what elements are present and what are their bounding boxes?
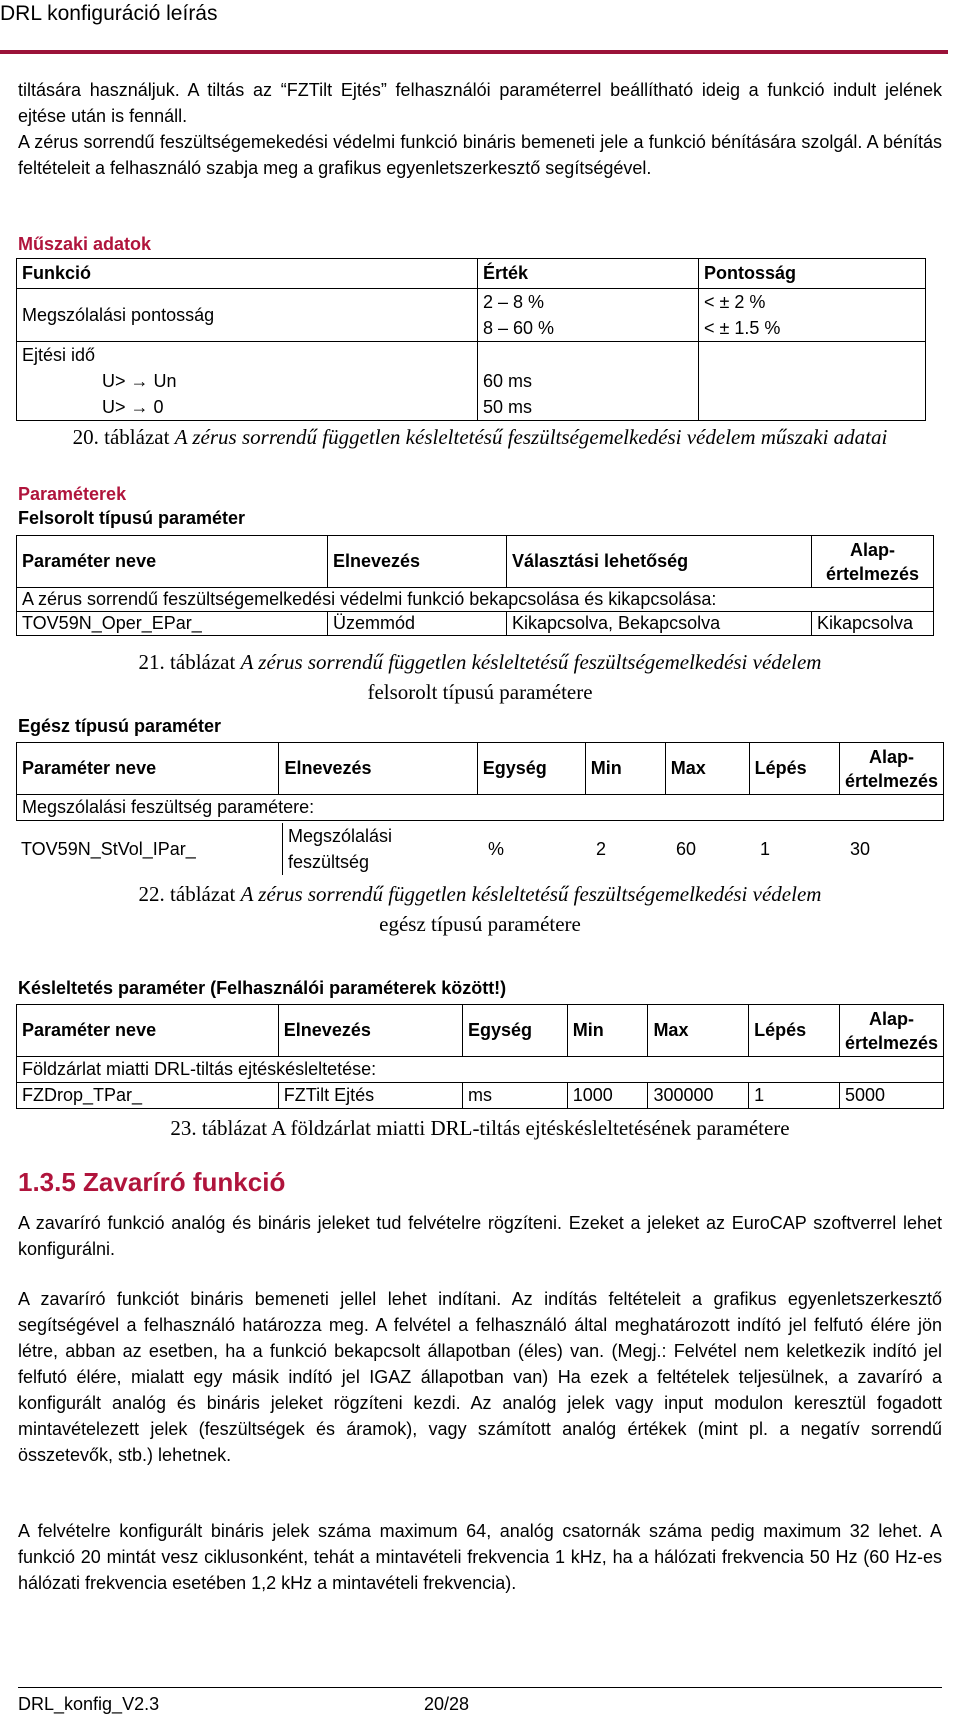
section-paragraph-1: A zavaríró funkció analóg és bináris jeleket tud felvételre rögzíteni. Ezeket a jeleket az EuroCAP szoftverrel lehet konfigurálni. — [18, 1213, 942, 1259]
caption-21-text: A zérus sorrendű független késleltetésű feszültségemelkedési védelem — [240, 650, 822, 674]
enum-cell-default: Kikapcsolva — [812, 612, 934, 636]
header-rule — [0, 50, 948, 54]
delay-col-max: Max — [648, 1005, 749, 1057]
int-col-label: Elnevezés — [279, 743, 477, 795]
delay-cell-default: 5000 — [839, 1083, 943, 1109]
col-func: Funkció — [17, 259, 478, 289]
caption-23: 23. táblázat A földzárlat miatti DRL-tiltás ejtéskésleltetésének paramétere — [170, 1116, 790, 1140]
delay-col-name: Paraméter neve — [17, 1005, 279, 1057]
caption-21-text-2: felsorolt típusú paramétere — [367, 680, 593, 704]
caption-22 — [18, 879, 942, 939]
intro-paragraph-2: A zérus sorrendű feszültségemekedési védelmi funkció bináris bemeneti jele a funkció bénítására szolgál. A bénítás feltételeit a felhasználó szabja meg a grafikus egyenletszerkesztő segítségével. — [18, 132, 942, 178]
int-heading: Egész típusú paraméter — [18, 716, 222, 736]
delay-cell-name: FZDrop_TPar_ — [17, 1083, 279, 1109]
int-col-name: Paraméter neve — [17, 743, 279, 795]
int-cell-default: 30 — [850, 838, 871, 859]
int-col-min: Min — [585, 743, 665, 795]
enum-cell-name: TOV59N_Oper_EPar_ — [17, 612, 328, 636]
row2-value-1: 60 ms — [483, 371, 533, 391]
int-col-step: Lépés — [749, 743, 839, 795]
row2-sub-1: U> → Un — [102, 371, 177, 391]
row2-label: Ejtési idő — [22, 345, 96, 365]
footer-doc-id: DRL_konfig_V2.3 — [18, 1694, 160, 1714]
delay-cell-max: 300000 — [648, 1083, 749, 1109]
delay-col-default: Alap-értelmezés — [839, 1005, 943, 1057]
delay-cell-min: 1000 — [567, 1083, 648, 1109]
enum-col-default: Alap-értelmezés — [812, 536, 934, 588]
enum-table — [16, 535, 934, 636]
tech-heading: Műszaki adatok — [18, 234, 152, 254]
int-cell-unit: % — [488, 838, 505, 859]
delay-cell-step: 1 — [749, 1083, 840, 1109]
int-section: Megszólalási feszültség paramétere: — [17, 795, 944, 821]
caption-20-text: A zérus sorrendű független késleltetésű feszültségemelkedési védelem műszaki adatai — [174, 425, 888, 449]
int-row-table — [16, 823, 944, 875]
enum-col-name: Paraméter neve — [17, 536, 328, 588]
delay-cell-unit: ms — [463, 1083, 568, 1109]
delay-table — [16, 1004, 944, 1109]
caption-22-text-2: egész típusú paramétere — [379, 912, 581, 936]
delay-cell-label: FZTilt Ejtés — [278, 1083, 462, 1109]
delay-section: Földzárlat miatti DRL-tiltás ejtéskésleltetése: — [17, 1057, 944, 1083]
caption-20-num: 20. táblázat — [72, 425, 170, 449]
int-cell-min: 2 — [596, 838, 607, 859]
caption-22-num: 22. táblázat — [138, 882, 236, 906]
row1-value-2: 8 – 60 % — [483, 318, 555, 338]
enum-cell-label: Üzemmód — [328, 612, 507, 636]
row2-value-2: 50 ms — [483, 397, 533, 417]
params-heading: Paraméterek — [18, 484, 127, 504]
delay-col-step: Lépés — [749, 1005, 840, 1057]
int-col-max: Max — [665, 743, 749, 795]
caption-20 — [18, 422, 942, 452]
enum-section: A zérus sorrendű feszültségemelkedési védelmi funkció bekapcsolása és kikapcsolása: — [17, 588, 934, 612]
delay-heading: Késleltetés paraméter (Felhasználói paraméterek között!) — [18, 978, 507, 998]
enum-col-options: Választási lehetőség — [507, 536, 812, 588]
int-col-default: Alap-értelmezés — [839, 743, 943, 795]
delay-col-min: Min — [567, 1005, 648, 1057]
row1-acc-2: < ± 1.5 % — [704, 318, 781, 338]
enum-col-label: Elnevezés — [328, 536, 507, 588]
col-value: Érték — [478, 259, 699, 289]
tech-table — [16, 258, 926, 421]
int-table — [16, 742, 944, 821]
page-header — [0, 0, 960, 58]
row1-value-1: 2 – 8 % — [483, 292, 545, 312]
footer-rule — [18, 1687, 942, 1688]
enum-cell-options: Kikapcsolva, Bekapcsolva — [507, 612, 812, 636]
int-cell-step: 1 — [760, 838, 771, 859]
row2-sub-2: U> → 0 — [102, 397, 164, 417]
header-title: DRL konfiguráció leírás — [0, 2, 218, 25]
int-cell-label: Megszólalási feszültség — [283, 823, 484, 875]
row1-acc-1: < ± 2 % — [704, 292, 766, 312]
footer-page-number: 20/28 — [424, 1694, 470, 1714]
int-cell-name: TOV59N_StVol_IPar_ — [21, 838, 196, 859]
caption-21-num: 21. táblázat — [138, 650, 236, 674]
int-cell-max: 60 — [676, 838, 697, 859]
caption-21 — [18, 647, 942, 707]
delay-col-unit: Egység — [463, 1005, 568, 1057]
section-title: 1.3.5 Zavaríró funkció — [18, 1167, 286, 1197]
caption-22-text: A zérus sorrendű független késleltetésű feszültségemelkedési védelem — [240, 882, 822, 906]
intro-paragraph-1: tiltására használjuk. A tiltás az “FZTilt Ejtés” felhasználói paraméterrel beállítható ideig a funkció indult jelének ejtése után is fennáll. — [18, 80, 942, 126]
section-paragraph-2: A zavaríró funkciót bináris bemeneti jellel lehet indítani. Az indítás feltételeit a grafikus egyenletszerkesztő segítségével a felhasználó határozza meg. A felvétel a felhasználó által meghatározott indító jel felfutó élére jön létre, abban az esetben, ha a funkció bekapcsolt állapotban (éles) van. (Megj.: Felvétel nem keletkezik indító jel felfutó élére, mialatt egy másik indító jel IGAZ állapotban van) Ha ezek a feltételek teljesülnek, a zavaríró a konfigurált analóg és bináris jeleket rögzíteni kezdi. Az analóg jelek vagy input modulon keresztül fogadott mintavételezett jelek (feszültségek és áramok), vagy számított analóg értékek (mint pl. a negatív sorrendű összetevők, stb.) lehetnek. — [18, 1289, 942, 1465]
enum-heading: Felsorolt típusú paraméter — [18, 508, 246, 528]
col-accuracy: Pontosság — [699, 259, 926, 289]
delay-col-label: Elnevezés — [278, 1005, 462, 1057]
section-paragraph-3: A felvételre konfigurált bináris jelek száma maximum 64, analóg csatornák száma pedig maximum 32 lehet. A funkció 20 mintát vesz ciklusonként, tehát a mintavételi frekvencia 1 kHz, ha a hálózati frekvencia 50 Hz (60 Hz-es hálózati frekvencia esetében 1,2 kHz a mintavételi frekvencia). — [18, 1521, 942, 1593]
int-col-unit: Egység — [477, 743, 585, 795]
row1-label: Megszólalási pontosság — [17, 289, 478, 342]
